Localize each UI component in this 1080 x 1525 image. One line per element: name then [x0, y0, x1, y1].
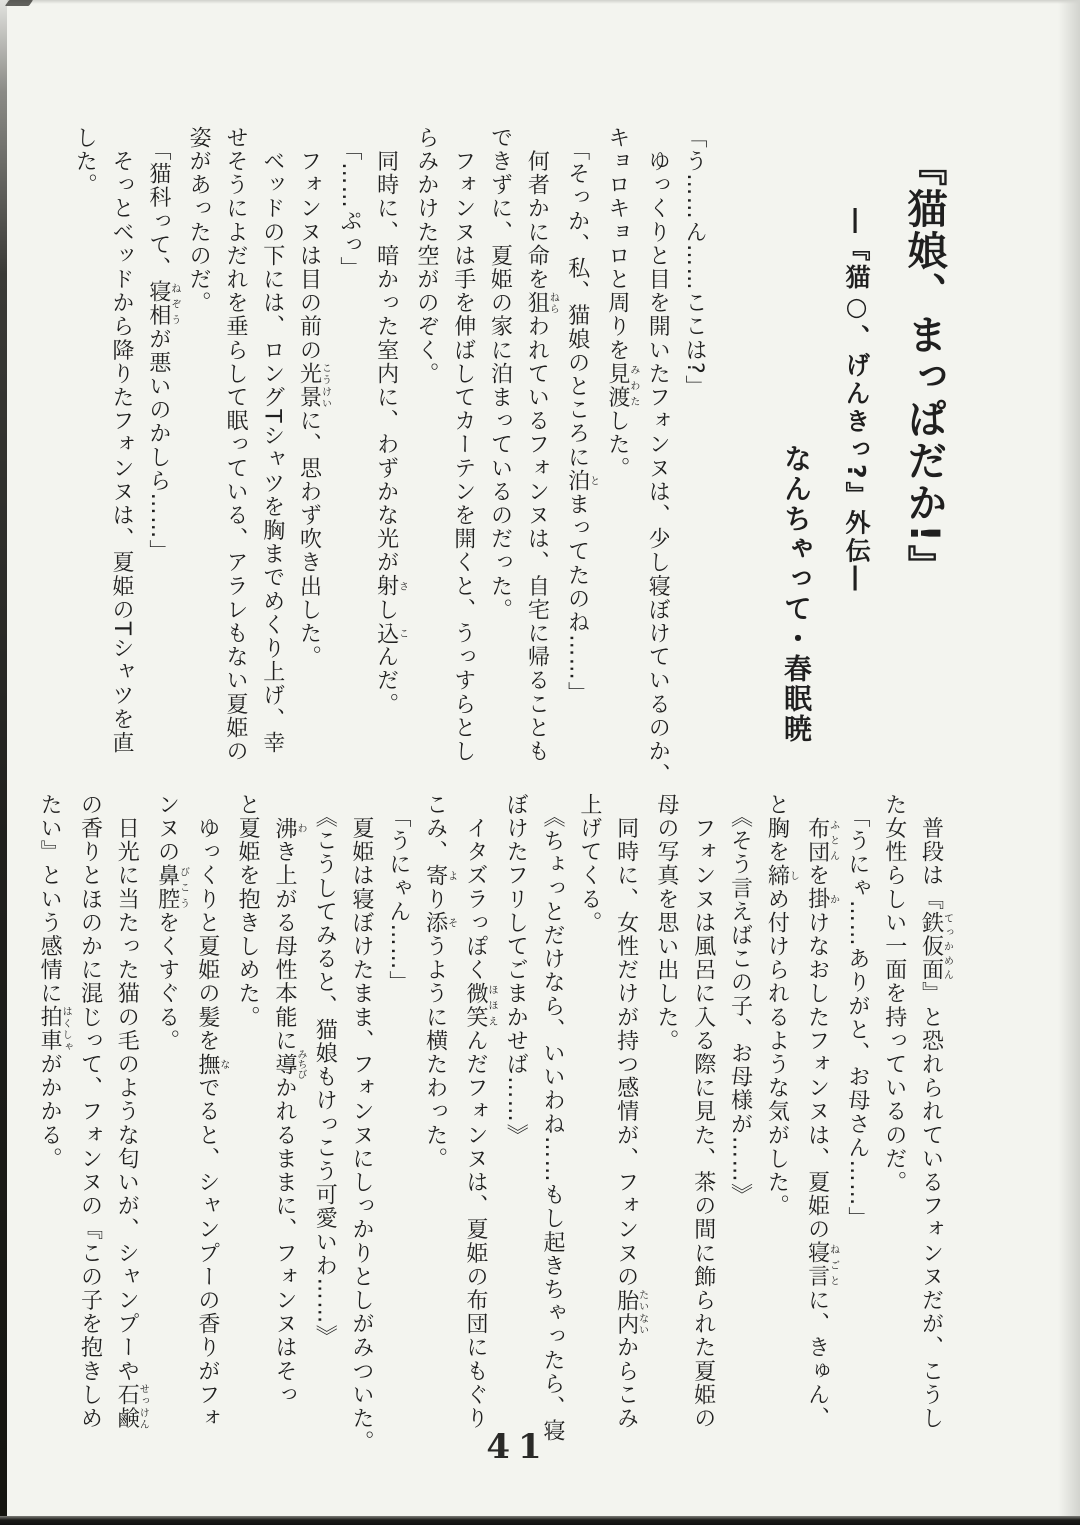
scan-speck: [5, 0, 33, 6]
text-column: 布団ふとんを掛かけなおしたフォンヌは、夏姫の寝言ねごとに、きゅん、: [804, 816, 839, 1431]
text-column: 「そっか、私、猫娘のところに泊とまってたのね……」: [564, 126, 599, 706]
story-title: 『猫娘、まっぱだか!』: [901, 146, 947, 587]
story-block-1: [65, 126, 712, 787]
story-block-2: [30, 793, 952, 1479]
text-column: 姿があったのだ。: [186, 126, 212, 315]
text-column: フォンヌは手を伸ばしてカーテンを開くと、うっすらとし: [450, 126, 476, 764]
text-column: た女性らしい一面を持っているのだ。: [881, 793, 907, 1195]
scan-edge-bottom: [0, 1516, 1080, 1525]
text-column: した。: [72, 126, 98, 197]
text-column: せそうによだれを垂らして眠っている、アラレもない夏姫の: [222, 126, 248, 764]
text-column: 「う……ん……ここは?」: [682, 126, 707, 399]
text-column: 何者かに命を狙ねらわれているフォンヌは、自宅に帰ることも: [524, 126, 559, 764]
text-column: 母の写真を思い出した。: [653, 793, 679, 1053]
text-column: 「猫科って、寝相ねぞうが悪いのかしら……」: [145, 126, 180, 564]
text-column: ぼけたフリしてごまかせば……》: [503, 793, 529, 1147]
page-number: 41: [486, 1427, 550, 1467]
text-column: たい』という感情に拍車はくしゃがかかる。: [37, 793, 72, 1171]
scan-edge-left: [0, 0, 7, 1525]
text-column: こみ、寄より添そうように横たわった。: [422, 793, 457, 1171]
text-column: 日光に当たった猫の毛のような匂いが、シャンプーや石鹸せっけん: [114, 793, 149, 1431]
text-column: フォンヌは風呂に入る際に見た、茶の間に飾られた夏姫の: [690, 793, 716, 1431]
scan-edge-right: [1058, 0, 1080, 1525]
text-column: 同時に、女性だけが持つ感情が、フォンヌの胎内たいないからこみ: [613, 793, 648, 1431]
story-author: なんちゃって・春眠暁: [780, 444, 813, 744]
story-subtitle: ―『猫○、げんきっ?』外伝―: [842, 208, 871, 594]
text-column: の香りとほのかに混じって、フォンヌの『この子を抱きしめ: [77, 793, 103, 1431]
text-column: ゆっくりと目を開いたフォンヌは、少し寝ぼけているのか、: [645, 126, 671, 787]
top-text-band: [65, 126, 952, 787]
text-column: そっとベッドから降りたフォンヌは、夏姫のTシャツを直: [109, 126, 135, 755]
text-column: キョロキョロと周りを見渡みわたした。: [604, 126, 639, 481]
text-column: 《こうしてみると、猫娘もけっこう可愛いわ……》: [312, 793, 338, 1349]
text-column: ベッドの下には、ロングTシャツを胸までめくり上げ、幸: [259, 126, 285, 755]
text-column: ンヌの鼻腔びこうをくすぐる。: [154, 793, 189, 1053]
text-column: らみかけた空がのぞく。: [413, 126, 439, 386]
text-column: 上げてくる。: [576, 793, 602, 935]
text-column: 沸わき上がる母性本能に導みちびかれるままに、フォンヌはそっ: [271, 816, 306, 1407]
text-column: 同時に、暗かった室内に、わずかな光が射さし込こんだ。: [373, 126, 408, 717]
bottom-text-band: [30, 793, 952, 1479]
text-column: フォンヌは目の前の光景こうけいに、思わず吹き出した。: [296, 126, 331, 669]
text-column: 《そう言えばこの子、お母様が……》: [727, 793, 753, 1207]
text-column: 《ちょっとだけなら、いいわね……もし起きちゃったら、寝: [540, 793, 566, 1443]
text-column: イタズラっぽく微笑ほほえんだフォンヌは、夏姫の布団にもぐり: [462, 793, 497, 1431]
text-column: 「……ぷっ」: [336, 126, 362, 281]
text-column: 「うにゃん……」: [385, 793, 411, 995]
text-column: できずに、夏姫の家に泊まっているのだった。: [487, 126, 513, 622]
text-column: 普段は『鉄仮面てっかめん』と恐れられているフォンヌだが、こうし: [918, 793, 953, 1431]
text-column: ゆっくりと夏姫の髪を撫なでると、シャンプーの香りがフォ: [194, 793, 229, 1431]
text-column: と夏姫を抱きしめた。: [235, 793, 261, 1029]
text-column: と胸を締しめ付けられるような気がした。: [764, 793, 799, 1218]
text-column: 夏姫は寝ぼけたまま、フォンヌにしっかりとしがみついた。: [349, 793, 375, 1454]
text-column: 「うにゃ……ありがと、お母さん……」: [844, 793, 870, 1231]
scan-edge-top: [0, 0, 1080, 4]
